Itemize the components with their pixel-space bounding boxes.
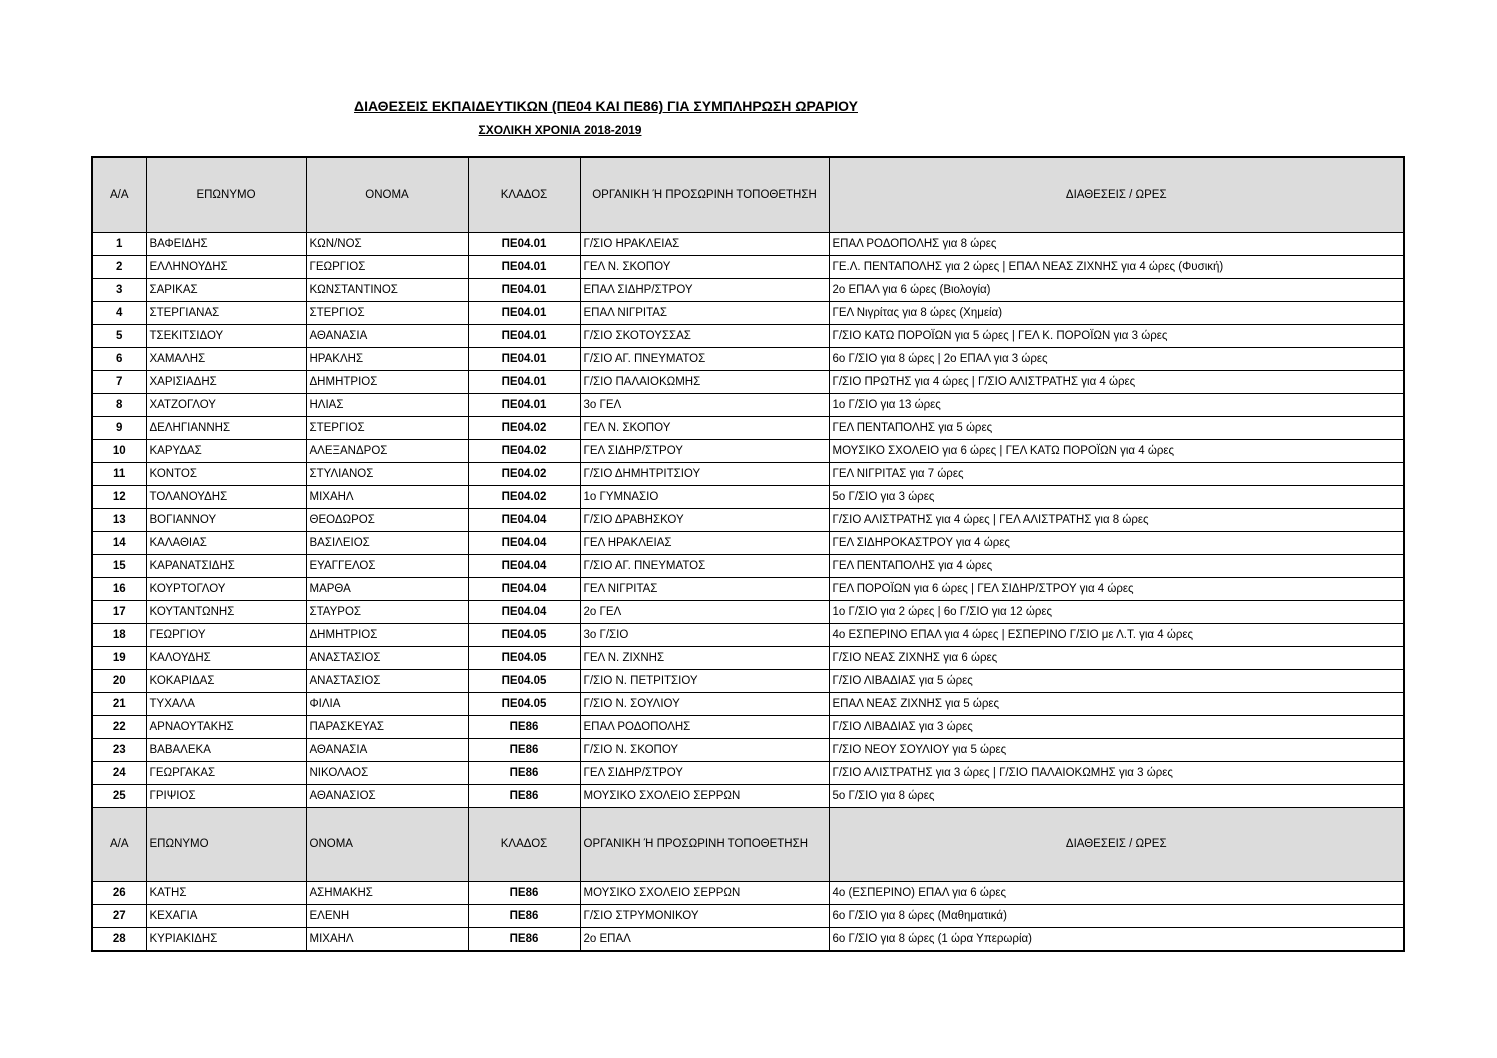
cell-diatheseis: Γ/ΣΙΟ ΝΕΑΣ ΖΙΧΝΗΣ για 6 ώρες	[829, 647, 1404, 670]
cell-klados: ΠΕ04.04	[468, 578, 580, 601]
cell-onoma: ΑΘΑΝΑΣΙΑ	[306, 325, 468, 348]
cell-aa: 21	[92, 693, 146, 716]
cell-organiki: ΜΟΥΣΙΚΟ ΣΧΟΛΕΙΟ ΣΕΡΡΩΝ	[580, 882, 829, 905]
cell-diatheseis: 6ο Γ/ΣΙΟ για 8 ώρες (1 ώρα Υπερωρία)	[829, 928, 1404, 952]
table-row	[92, 440, 1404, 463]
cell-klados: ΠΕ04.04	[468, 555, 580, 578]
cell-onoma: ΔΗΜΗΤΡΙΟΣ	[306, 371, 468, 394]
table-row	[92, 371, 1404, 394]
cell-klados: ΠΕ04.02	[468, 486, 580, 509]
cell-klados: ΠΕ04.01	[468, 256, 580, 279]
cell-diatheseis: ΕΠΑΛ ΝΕΑΣ ΖΙΧΝΗΣ για 5 ώρες	[829, 693, 1404, 716]
cell-organiki: Γ/ΣΙΟ ΔΡΑΒΗΣΚΟΥ	[580, 509, 829, 532]
header-onoma: ΟΝΟΜΑ	[306, 157, 468, 233]
header2-onoma: ΟΝΟΜΑ	[306, 808, 468, 882]
cell-aa: 24	[92, 762, 146, 785]
cell-eponymo: ΚΑΡΥΔΑΣ	[146, 440, 306, 463]
cell-organiki: Γ/ΣΙΟ Ν. ΠΕΤΡΙΤΣΙΟΥ	[580, 670, 829, 693]
cell-diatheseis: 1ο Γ/ΣΙΟ για 13 ώρες	[829, 394, 1404, 417]
cell-eponymo: ΕΛΛΗΝΟΥΔΗΣ	[146, 256, 306, 279]
cell-eponymo: ΚΟΝΤΟΣ	[146, 463, 306, 486]
cell-aa: 18	[92, 624, 146, 647]
cell-onoma: ΠΑΡΑΣΚΕΥΑΣ	[306, 716, 468, 739]
cell-organiki: 3ο Γ/ΣΙΟ	[580, 624, 829, 647]
cell-onoma: ΑΣΗΜΑΚΗΣ	[306, 882, 468, 905]
header2-diatheseis: ΔΙΑΘΕΣΕΙΣ / ΩΡΕΣ	[829, 808, 1404, 882]
cell-eponymo: ΒΟΓΙΑΝΝΟΥ	[146, 509, 306, 532]
cell-diatheseis: Γ/ΣΙΟ ΛΙΒΑΔΙΑΣ για 3 ώρες	[829, 716, 1404, 739]
cell-onoma: ΑΘΑΝΑΣΙΑ	[306, 739, 468, 762]
cell-aa: 20	[92, 670, 146, 693]
cell-aa: 11	[92, 463, 146, 486]
cell-eponymo: ΔΕΛΗΓΙΑΝΝΗΣ	[146, 417, 306, 440]
cell-organiki: Γ/ΣΙΟ ΑΓ. ΠΝΕΥΜΑΤΟΣ	[580, 555, 829, 578]
cell-organiki: ΓΕΛ ΗΡΑΚΛΕΙΑΣ	[580, 532, 829, 555]
cell-aa: 22	[92, 716, 146, 739]
assignments-table	[91, 156, 1405, 952]
cell-organiki: ΓΕΛ Ν. ΣΚΟΠΟΥ	[580, 256, 829, 279]
cell-diatheseis: ΓΕΛ ΠΕΝΤΑΠΟΛΗΣ για 4 ώρες	[829, 555, 1404, 578]
header2-klados: ΚΛΑΔΟΣ	[468, 808, 580, 882]
cell-aa: 23	[92, 739, 146, 762]
cell-eponymo: ΓΡΙΨΙΟΣ	[146, 785, 306, 808]
table-row	[92, 509, 1404, 532]
table-row	[92, 532, 1404, 555]
cell-eponymo: ΤΥΧΑΛΑ	[146, 693, 306, 716]
cell-klados: ΠΕ86	[468, 928, 580, 952]
table-row	[92, 279, 1404, 302]
table-row	[92, 394, 1404, 417]
table-header-row-repeat	[92, 808, 1404, 882]
cell-klados: ΠΕ86	[468, 716, 580, 739]
cell-eponymo: ΓΕΩΡΓΙΟΥ	[146, 624, 306, 647]
header-organiki: ΟΡΓΑΝΙΚΗ Ή ΠΡΟΣΩΡΙΝΗ ΤΟΠΟΘΕΤΗΣΗ	[580, 157, 829, 233]
table-row	[92, 716, 1404, 739]
header-diatheseis: ΔΙΑΘΕΣΕΙΣ / ΩΡΕΣ	[829, 157, 1404, 233]
table-row	[92, 417, 1404, 440]
cell-onoma: ΜΙΧΑΗΛ	[306, 928, 468, 952]
cell-eponymo: ΚΑΡΑΝΑΤΣΙΔΗΣ	[146, 555, 306, 578]
cell-onoma: ΑΝΑΣΤΑΣΙΟΣ	[306, 670, 468, 693]
cell-diatheseis: 6ο Γ/ΣΙΟ για 8 ώρες (Μαθηματικά)	[829, 905, 1404, 928]
school-year-subtitle: ΣΧΟΛΙΚΗ ΧΡΟΝΙΑ 2018-2019	[478, 123, 642, 137]
table-header-row	[92, 157, 1404, 233]
cell-organiki: 3ο ΓΕΛ	[580, 394, 829, 417]
cell-organiki: ΜΟΥΣΙΚΟ ΣΧΟΛΕΙΟ ΣΕΡΡΩΝ	[580, 785, 829, 808]
cell-organiki: ΓΕΛ ΝΙΓΡΙΤΑΣ	[580, 578, 829, 601]
cell-eponymo: ΧΑΡΙΣΙΑΔΗΣ	[146, 371, 306, 394]
header2-organiki: ΟΡΓΑΝΙΚΗ Ή ΠΡΟΣΩΡΙΝΗ ΤΟΠΟΘΕΤΗΣΗ	[580, 808, 829, 882]
cell-diatheseis: 1ο Γ/ΣΙΟ για 2 ώρες | 6ο Γ/ΣΙΟ για 12 ώρες	[829, 601, 1404, 624]
header2-aa: Α/Α	[92, 808, 146, 882]
cell-onoma: ΣΤΕΡΓΙΟΣ	[306, 302, 468, 325]
cell-eponymo: ΚΟΥΡΤΟΓΛΟΥ	[146, 578, 306, 601]
cell-eponymo: ΚΑΛΑΘΙΑΣ	[146, 532, 306, 555]
cell-klados: ΠΕ04.05	[468, 693, 580, 716]
header2-eponymo: ΕΠΩΝΥΜΟ	[146, 808, 306, 882]
cell-onoma: ΦΙΛΙΑ	[306, 693, 468, 716]
cell-diatheseis: 2ο ΕΠΑΛ για 6 ώρες (Βιολογία)	[829, 279, 1404, 302]
cell-onoma: ΚΩΝΣΤΑΝΤΙΝΟΣ	[306, 279, 468, 302]
cell-eponymo: ΣΑΡΙΚΑΣ	[146, 279, 306, 302]
cell-diatheseis: 5ο Γ/ΣΙΟ για 8 ώρες	[829, 785, 1404, 808]
cell-aa: 3	[92, 279, 146, 302]
cell-aa: 13	[92, 509, 146, 532]
cell-diatheseis: ΓΕΛ ΠΕΝΤΑΠΟΛΗΣ για 5 ώρες	[829, 417, 1404, 440]
cell-onoma: ΜΙΧΑΗΛ	[306, 486, 468, 509]
cell-eponymo: ΤΟΛΑΝΟΥΔΗΣ	[146, 486, 306, 509]
cell-eponymo: ΒΑΦΕΙΔΗΣ	[146, 233, 306, 256]
cell-onoma: ΣΤΥΛΙΑΝΟΣ	[306, 463, 468, 486]
table-row	[92, 693, 1404, 716]
cell-aa: 28	[92, 928, 146, 952]
cell-eponymo: ΚΟΥΤΑΝΤΩΝΗΣ	[146, 601, 306, 624]
cell-klados: ΠΕ04.01	[468, 348, 580, 371]
document-title: ΔΙΑΘΕΣΕΙΣ ΕΚΠΑΙΔΕΥΤΙΚΩΝ (ΠΕ04 ΚΑΙ ΠΕ86) ΓΙΑ ΣΥΜΠΛΗΡΩΣΗ ΩΡΑΡΙΟΥ	[354, 98, 858, 114]
cell-aa: 17	[92, 601, 146, 624]
cell-aa: 6	[92, 348, 146, 371]
cell-klados: ΠΕ04.02	[468, 463, 580, 486]
cell-organiki: Γ/ΣΙΟ ΔΗΜΗΤΡΙΤΣΙΟΥ	[580, 463, 829, 486]
cell-onoma: ΣΤΕΡΓΙΟΣ	[306, 417, 468, 440]
cell-onoma: ΔΗΜΗΤΡΙΟΣ	[306, 624, 468, 647]
cell-klados: ΠΕ04.04	[468, 601, 580, 624]
cell-organiki: Γ/ΣΙΟ ΑΓ. ΠΝΕΥΜΑΤΟΣ	[580, 348, 829, 371]
cell-eponymo: ΚΑΛΟΥΔΗΣ	[146, 647, 306, 670]
cell-diatheseis: ΓΕΛ Νιγρίτας για 8 ώρες (Χημεία)	[829, 302, 1404, 325]
cell-aa: 9	[92, 417, 146, 440]
cell-organiki: Γ/ΣΙΟ ΣΚΟΤΟΥΣΣΑΣ	[580, 325, 829, 348]
table-row	[92, 762, 1404, 785]
cell-aa: 5	[92, 325, 146, 348]
cell-aa: 7	[92, 371, 146, 394]
cell-onoma: ΑΝΑΣΤΑΣΙΟΣ	[306, 647, 468, 670]
cell-organiki: ΕΠΑΛ ΡΟΔΟΠΟΛΗΣ	[580, 716, 829, 739]
cell-klados: ΠΕ04.01	[468, 371, 580, 394]
cell-klados: ΠΕ04.01	[468, 302, 580, 325]
cell-onoma: ΗΛΙΑΣ	[306, 394, 468, 417]
cell-organiki: Γ/ΣΙΟ ΗΡΑΚΛΕΙΑΣ	[580, 233, 829, 256]
cell-onoma: ΕΥΑΓΓΕΛΟΣ	[306, 555, 468, 578]
cell-diatheseis: Γ/ΣΙΟ ΑΛΙΣΤΡΑΤΗΣ για 3 ώρες | Γ/ΣΙΟ ΠΑΛΑΙΟΚΩΜΗΣ για 3 ώρες	[829, 762, 1404, 785]
cell-diatheseis: ΜΟΥΣΙΚΟ ΣΧΟΛΕΙΟ για 6 ώρες | ΓΕΛ ΚΑΤΩ ΠΟΡΟΪΩΝ για 4 ώρες	[829, 440, 1404, 463]
cell-eponymo: ΚΥΡΙΑΚΙΔΗΣ	[146, 928, 306, 952]
cell-onoma: ΒΑΣΙΛΕΙΟΣ	[306, 532, 468, 555]
table-row	[92, 739, 1404, 762]
cell-diatheseis: Γ/ΣΙΟ ΝΕΟΥ ΣΟΥΛΙΟΥ για 5 ώρες	[829, 739, 1404, 762]
cell-eponymo: ΚΑΤΗΣ	[146, 882, 306, 905]
table-row	[92, 882, 1404, 905]
cell-organiki: 1ο ΓΥΜΝΑΣΙΟ	[580, 486, 829, 509]
cell-klados: ΠΕ04.01	[468, 394, 580, 417]
cell-eponymo: ΓΕΩΡΓΑΚΑΣ	[146, 762, 306, 785]
table-row	[92, 256, 1404, 279]
cell-aa: 1	[92, 233, 146, 256]
cell-diatheseis: Γ/ΣΙΟ ΠΡΩΤΗΣ για 4 ώρες | Γ/ΣΙΟ ΑΛΙΣΤΡΑΤΗΣ για 4 ώρες	[829, 371, 1404, 394]
cell-organiki: ΓΕΛ ΣΙΔΗΡ/ΣΤΡΟΥ	[580, 440, 829, 463]
cell-eponymo: ΑΡΝΑΟΥΤΑΚΗΣ	[146, 716, 306, 739]
cell-aa: 4	[92, 302, 146, 325]
cell-eponymo: ΤΣΕΚΙΤΣΙΔΟΥ	[146, 325, 306, 348]
cell-organiki: ΕΠΑΛ ΝΙΓΡΙΤΑΣ	[580, 302, 829, 325]
cell-onoma: ΝΙΚΟΛΑΟΣ	[306, 762, 468, 785]
cell-klados: ΠΕ04.05	[468, 670, 580, 693]
table-row	[92, 302, 1404, 325]
table-row	[92, 555, 1404, 578]
cell-aa: 14	[92, 532, 146, 555]
cell-klados: ΠΕ04.02	[468, 440, 580, 463]
cell-onoma: ΓΕΩΡΓΙΟΣ	[306, 256, 468, 279]
table-row	[92, 928, 1404, 952]
cell-onoma: ΜΑΡΘΑ	[306, 578, 468, 601]
cell-eponymo: ΣΤΕΡΓΙΑΝΑΣ	[146, 302, 306, 325]
cell-klados: ΠΕ04.05	[468, 647, 580, 670]
cell-diatheseis: 5ο Γ/ΣΙΟ για 3 ώρες	[829, 486, 1404, 509]
cell-klados: ΠΕ04.01	[468, 279, 580, 302]
cell-klados: ΠΕ04.01	[468, 233, 580, 256]
cell-organiki: Γ/ΣΙΟ Ν. ΣΟΥΛΙΟΥ	[580, 693, 829, 716]
cell-aa: 16	[92, 578, 146, 601]
assignments-table-body	[92, 157, 1404, 951]
cell-aa: 19	[92, 647, 146, 670]
cell-organiki: Γ/ΣΙΟ Ν. ΣΚΟΠΟΥ	[580, 739, 829, 762]
cell-diatheseis: 6ο Γ/ΣΙΟ για 8 ώρες | 2ο ΕΠΑΛ για 3 ώρες	[829, 348, 1404, 371]
table-row	[92, 647, 1404, 670]
cell-diatheseis: ΓΕΛ ΣΙΔΗΡΟΚΑΣΤΡΟΥ για 4 ώρες	[829, 532, 1404, 555]
cell-aa: 15	[92, 555, 146, 578]
cell-organiki: ΕΠΑΛ ΣΙΔΗΡ/ΣΤΡΟΥ	[580, 279, 829, 302]
table-row	[92, 578, 1404, 601]
header-aa: Α/Α	[92, 157, 146, 233]
cell-onoma: ΘΕΟΔΩΡΟΣ	[306, 509, 468, 532]
cell-klados: ΠΕ86	[468, 785, 580, 808]
cell-aa: 2	[92, 256, 146, 279]
table-row	[92, 601, 1404, 624]
table-row	[92, 486, 1404, 509]
cell-aa: 25	[92, 785, 146, 808]
cell-klados: ΠΕ04.01	[468, 325, 580, 348]
cell-klados: ΠΕ86	[468, 905, 580, 928]
cell-diatheseis: ΓΕΛ ΠΟΡΟΪΩΝ για 6 ώρες | ΓΕΛ ΣΙΔΗΡ/ΣΤΡΟΥ για 4 ώρες	[829, 578, 1404, 601]
cell-aa: 27	[92, 905, 146, 928]
cell-eponymo: ΧΑΜΑΛΗΣ	[146, 348, 306, 371]
cell-organiki: Γ/ΣΙΟ ΠΑΛΑΙΟΚΩΜΗΣ	[580, 371, 829, 394]
cell-klados: ΠΕ04.02	[468, 417, 580, 440]
cell-klados: ΠΕ86	[468, 739, 580, 762]
cell-diatheseis: 4ο (ΕΣΠΕΡΙΝΟ) ΕΠΑΛ για 6 ώρες	[829, 882, 1404, 905]
cell-diatheseis: ΓΕΛ ΝΙΓΡΙΤΑΣ για 7 ώρες	[829, 463, 1404, 486]
cell-klados: ΠΕ04.04	[468, 509, 580, 532]
cell-diatheseis: Γ/ΣΙΟ ΚΑΤΩ ΠΟΡΟΪΩΝ για 5 ώρες | ΓΕΛ Κ. ΠΟΡΟΪΩΝ για 3 ώρες	[829, 325, 1404, 348]
cell-eponymo: ΒΑΒΑΛΕΚΑ	[146, 739, 306, 762]
cell-onoma: ΑΘΑΝΑΣΙΟΣ	[306, 785, 468, 808]
cell-diatheseis: ΕΠΑΛ ΡΟΔΟΠΟΛΗΣ για 8 ώρες	[829, 233, 1404, 256]
header-eponymo: ΕΠΩΝΥΜΟ	[146, 157, 306, 233]
cell-onoma: ΗΡΑΚΛΗΣ	[306, 348, 468, 371]
cell-diatheseis: 4ο ΕΣΠΕΡΙΝΟ ΕΠΑΛ για 4 ώρες | ΕΣΠΕΡΙΝΟ Γ/ΣΙΟ με Λ.Τ. για 4 ώρες	[829, 624, 1404, 647]
cell-klados: ΠΕ86	[468, 882, 580, 905]
cell-diatheseis: Γ/ΣΙΟ ΛΙΒΑΔΙΑΣ για 5 ώρες	[829, 670, 1404, 693]
cell-organiki: ΓΕΛ Ν. ΖΙΧΝΗΣ	[580, 647, 829, 670]
cell-diatheseis: ΓΕ.Λ. ΠΕΝΤΑΠΟΛΗΣ για 2 ώρες | ΕΠΑΛ ΝΕΑΣ ΖΙΧΝΗΣ για 4 ώρες (Φυσική)	[829, 256, 1404, 279]
table-row	[92, 624, 1404, 647]
cell-organiki: ΓΕΛ ΣΙΔΗΡ/ΣΤΡΟΥ	[580, 762, 829, 785]
cell-onoma: ΑΛΕΞΑΝΔΡΟΣ	[306, 440, 468, 463]
table-row	[92, 463, 1404, 486]
cell-diatheseis: Γ/ΣΙΟ ΑΛΙΣΤΡΑΤΗΣ για 4 ώρες | ΓΕΛ ΑΛΙΣΤΡΑΤΗΣ για 8 ώρες	[829, 509, 1404, 532]
table-row	[92, 348, 1404, 371]
cell-onoma: ΚΩΝ/ΝΟΣ	[306, 233, 468, 256]
table-row	[92, 670, 1404, 693]
cell-onoma: ΕΛΕΝΗ	[306, 905, 468, 928]
cell-organiki: ΓΕΛ Ν. ΣΚΟΠΟΥ	[580, 417, 829, 440]
cell-klados: ΠΕ86	[468, 762, 580, 785]
cell-organiki: 2ο ΓΕΛ	[580, 601, 829, 624]
cell-klados: ΠΕ04.05	[468, 624, 580, 647]
cell-aa: 26	[92, 882, 146, 905]
table-row	[92, 233, 1404, 256]
cell-aa: 10	[92, 440, 146, 463]
cell-aa: 12	[92, 486, 146, 509]
header-klados: ΚΛΑΔΟΣ	[468, 157, 580, 233]
cell-klados: ΠΕ04.04	[468, 532, 580, 555]
table-row	[92, 905, 1404, 928]
cell-organiki: 2ο ΕΠΑΛ	[580, 928, 829, 952]
cell-organiki: Γ/ΣΙΟ ΣΤΡΥΜΟΝΙΚΟΥ	[580, 905, 829, 928]
cell-aa: 8	[92, 394, 146, 417]
cell-onoma: ΣΤΑΥΡΟΣ	[306, 601, 468, 624]
cell-eponymo: ΧΑΤΖΟΓΛΟΥ	[146, 394, 306, 417]
table-row	[92, 325, 1404, 348]
cell-eponymo: ΚΕΧΑΓΙΑ	[146, 905, 306, 928]
cell-eponymo: ΚΟΚΑΡΙΔΑΣ	[146, 670, 306, 693]
table-row	[92, 785, 1404, 808]
